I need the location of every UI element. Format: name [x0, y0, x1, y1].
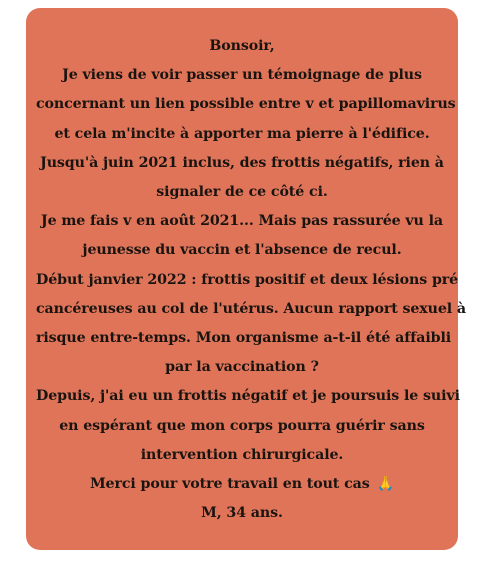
text-line-13: en espérant que mon corps pourra guérir sans — [59, 417, 425, 434]
text-line-8: Début janvier 2022 : frottis positif et deux lésions pré — [36, 271, 459, 288]
signature: M, 34 ans. — [201, 505, 283, 522]
text-line-5: signaler de ce côté ci. — [156, 184, 328, 201]
text-line-2: concernant un lien possible entre v et papillomavirus — [36, 96, 456, 113]
text-line-14: intervention chirurgicale. — [140, 446, 344, 463]
thanks-line — [36, 470, 448, 499]
text-line-1: Je viens de voir passer un témoignage de plus — [62, 67, 422, 84]
text-line-3: et cela m'incite à apporter ma pierre à l'édifice. — [54, 125, 430, 142]
folded-hands-icon: 🙏 — [376, 476, 395, 493]
testimony-card — [26, 8, 467, 550]
text-line-12: Depuis, j'ai eu un frottis négatif et je poursuis le suivi — [36, 388, 460, 405]
text-line-10: risque entre-temps. Mon organisme a-t-il été affaibli — [36, 330, 452, 347]
text-line-6: Je me fais v en août 2021... Mais pas rassurée vu la — [41, 213, 443, 230]
text-line-11: par la vaccination ? — [165, 359, 319, 376]
greeting: Bonsoir, — [209, 38, 275, 54]
thanks-text: Merci pour votre travail en tout cas — [89, 476, 370, 493]
text-line-9: cancéreuses au col de l'utérus. Aucun rapport sexuel à — [36, 300, 467, 317]
text-line-4: Jusqu'à juin 2021 inclus, des frottis négatifs, rien à — [40, 154, 444, 171]
text-line-7: jeunesse du vaccin et l'absence de recul. — [82, 242, 402, 259]
testimony-text — [36, 32, 467, 528]
